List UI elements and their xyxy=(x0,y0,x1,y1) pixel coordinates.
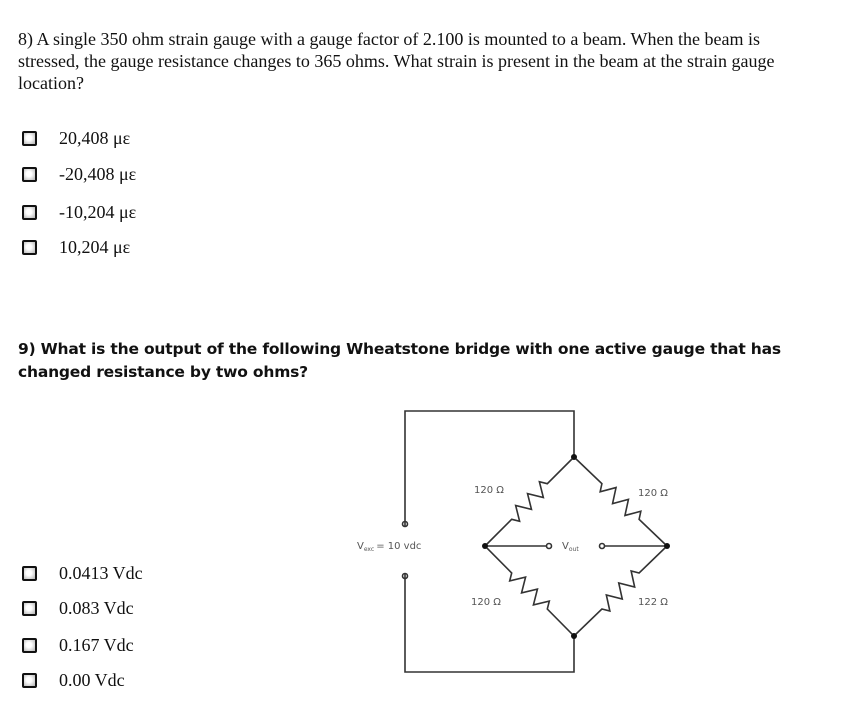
label-r-bottom-right: 122 Ω xyxy=(638,597,668,608)
label-vexc: $V_{exc} = 10$ vdc xyxy=(357,541,422,553)
resistor-top-left xyxy=(485,457,574,546)
node-bottom xyxy=(571,633,577,639)
option-label: -10,204 με xyxy=(59,201,137,222)
radio-checkbox[interactable] xyxy=(22,566,37,581)
option-label: -20,408 με xyxy=(59,163,137,184)
label-r-top-left: 120 Ω xyxy=(474,485,504,496)
resistor-bottom-right xyxy=(574,546,667,636)
question-8-text: 8) A single 350 ohm strain gauge with a gauge factor of 2.100 is mounted to a beam. When the beam is stressed, the gauge resistance changes to 365 ohms. What strain is present in the beam at the strain gauge location? xyxy=(18,29,775,93)
option-label: 20,408 με xyxy=(59,127,131,148)
resistor-top-right xyxy=(574,457,667,546)
label-vout: $V_{out}$ xyxy=(562,541,579,553)
node-right xyxy=(664,543,670,549)
option-label: 0.083 Vdc xyxy=(59,597,134,618)
radio-checkbox[interactable] xyxy=(22,673,37,688)
label-r-top-right: 120 Ω xyxy=(638,488,668,499)
wire-top xyxy=(405,411,574,527)
terminal-vout-right xyxy=(600,544,605,549)
option-label: 0.167 Vdc xyxy=(59,634,134,655)
option-label: 10,204 με xyxy=(59,236,131,257)
q9-option-3[interactable] xyxy=(22,634,134,656)
option-label: 0.00 Vdc xyxy=(59,669,125,690)
question-9-text: 9) What is the output of the following Wheatstone bridge with one active gauge that has changed resistance by two ohms? xyxy=(18,340,781,381)
q9-option-4[interactable] xyxy=(22,669,125,691)
node-top xyxy=(571,454,577,460)
radio-checkbox[interactable] xyxy=(22,638,37,653)
wire-bottom xyxy=(405,573,574,672)
node-left xyxy=(482,543,488,549)
radio-checkbox[interactable] xyxy=(22,601,37,616)
label-r-bottom-left: 120 Ω xyxy=(471,597,501,608)
q9-option-1[interactable] xyxy=(22,562,143,584)
terminal-vout-left xyxy=(547,544,552,549)
resistor-bottom-left xyxy=(485,546,574,636)
q9-option-2[interactable] xyxy=(22,597,134,619)
option-label: 0.0413 Vdc xyxy=(59,562,143,583)
